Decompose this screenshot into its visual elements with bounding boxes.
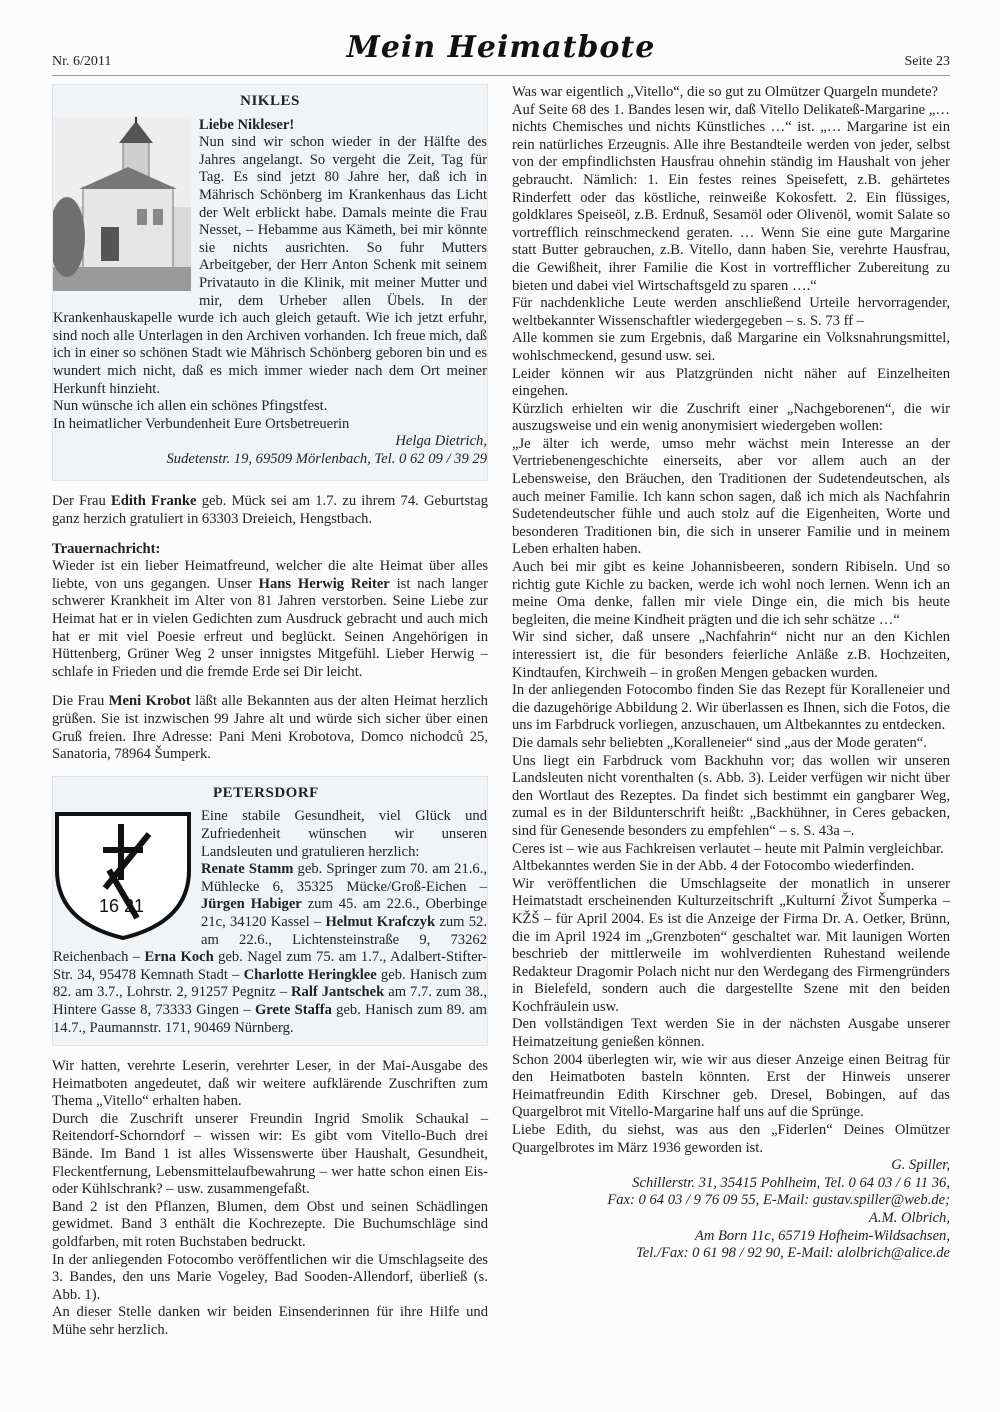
- right-text-1: Was war eigentlich „Vitello“, die so gut zu Olmützer Quargeln mundete?: [512, 84, 939, 100]
- franke-notice: Der Frau Edith Franke geb. Mück sei am 1.7. zu ihrem 74. Geburtstag ganz herzich gratuliert in 63303 Dreieich, Hengstbach.: [52, 493, 488, 528]
- nikles-text-2: Nun wünsche ich allen ein schönes Pfingstfest.: [53, 398, 328, 415]
- spiller-signature-address: Schillerstr. 31, 35415 Pohlheim, Tel. 0 64 03 / 6 11 36,: [632, 1174, 950, 1191]
- nikles-greeting: Liebe Nikleser!: [199, 116, 295, 133]
- olbrich-signature-name: A.M. Olbrich,: [868, 1210, 950, 1226]
- left-column: [52, 84, 488, 1340]
- right-text-7: „Je älter ich werde, umso mehr wächst mein Interesse an der Vertriebenengeschichte einerseits, aber vor allem auch an der Lebensweise, den Bräuchen, den Traditionen der Sudetendeutschen, als auch meiner Familie. Ich kann schon sagen, daß ich mich als Nachfahrin Sudetendeutscher fühle und auch stolz auf die Eigenheiten, Worte und besonderen Traditionen bin, die sich in unserer Familie und in meinem Leben erhalten haben.: [512, 435, 950, 558]
- spiller-signature-contact: Fax: 0 64 03 / 9 76 09 55, E-Mail: gustav.spiller@web.de;: [607, 1192, 950, 1209]
- issue-number: Nr. 6/2011: [52, 54, 112, 69]
- masthead-logo: Mein Heimatbote: [346, 30, 656, 65]
- right-text-9: Wir sind sicher, daß unsere „Nachfahrin“ nicht nur an den Kichlen interessiert ist, die für besonders feierliche Anläße z.B. Hochzeiten, Kindtaufen, Kirchweih – in großen Mengen gebacken wurden.: [512, 629, 950, 681]
- olbrich-signature-address: Am Born 11c, 65719 Hofheim-Wildsachsen,: [694, 1227, 950, 1244]
- trauer-text: Wieder ist ein lieber Heimatfreund, welcher die alte Heimat über alles liebte, von uns gegangen. Unser Hans Herwig Reiter ist nach langer schwerer Krankheit im Alter von 81 Jahren verstorben. Seine Liebe zur Heimat hat er in vielen Gedichten zum Ausdruck gebracht und auch mich hat er mit viel Poesie erfreut und beglückt. Seinen Angehörigen in Hüttenberg, Grüner Weg 2 unser innigstes Mitgefühl. Lieber Herwig – schlafe in Frieden und die fremde Erde sei Dir leicht.: [52, 558, 489, 680]
- petersdorf-birthdays: Renate Stamm geb. Springer zum 70. am 21.6., Mühlecke 6, 35325 Mücke/Groß-Eichen – Jürgen Habiger zum 45. am 22.6., Oberbinge 21c, 34120 Kassel – Helmut Krafczyk zum 52. am 22.6., Lichtensteinstraße 9, 73262 Reichenbach – Erna Koch geb. Nagel zum 75. am 1.7., Adalbert-Stifter-Str. 34, 95478 Kemnath Stadt – Charlotte Heringklee geb. Hanisch zum 82. am 3.7., Lohrstr. 2, 91257 Pegnitz – Ralf Jantschek am 7.7. zum 38., Hintere Gasse 8, 73333 Gingen – Grete Staffa geb. Hanisch zum 89. am 14.7., Paumannstr. 171, 90469 Nürnberg.: [53, 861, 488, 1036]
- olbrich-signature-contact: Tel./Fax: 0 61 98 / 92 90, E-Mail: alolbrich@alice.de: [635, 1245, 950, 1262]
- vitello-text-4: In der anliegenden Fotocombo veröffentlichen wir die Umschlagseite des 3. Bandes, den uns Marie Vogeley, Bad Sooden-Allendorf, überließ (s. Abb. 1).: [52, 1251, 488, 1303]
- right-text-10: In der anliegenden Fotocombo finden Sie das Rezept für Koralleneier und die dazugehörige Abbildung 2. Wir überlassen es Ihnen, sich die Fotos, die uns im Farbdruck vorliegen, anzuschauen, um Altbekanntes zu entdecken.: [512, 682, 950, 734]
- right-text-11: Die damals sehr beliebten „Koralleneier“ sind „aus der Mode geraten“.: [512, 734, 927, 751]
- nikles-title: NIKLES: [240, 93, 300, 109]
- vitello-text-3: Band 2 ist den Pflanzen, Blumen, dem Obst und seinen Schädlingen gewidmet. Band 3 enthält die Kochrezepte. Die Buchumschläge sind goldfarben, mit roten Buchstaben bedruckt.: [52, 1198, 488, 1251]
- vitello-text-2: Durch die Zuschrift unserer Freundin Ingrid Smolik Schaukal – Reitendorf-Schorndorf – wissen wir: Es gibt vom Vitello-Buch drei Bände. Im Band 1 ist alles Wissenswerte über Haushalt, Gesundheit, Fleckentfernung, Lebensmittelaufbewahrung – wer hatte schon einen Eis- oder Kühlschrank? – usw. zusammengefaßt.: [52, 1110, 488, 1198]
- right-column: [512, 84, 950, 1263]
- page-header: [52, 28, 950, 76]
- vitello-text-1: Wir hatten, verehrte Leserin, verehrter Leser, in der Mai-Ausgabe des Heimatboten angedeutet, daß wir weitere aufklärende Zuschriften zum Thema „Vitello“ erhalten haben.: [52, 1058, 488, 1110]
- church-photo-icon: [53, 117, 191, 291]
- right-text-8: Auch bei mir gibt es keine Johannisbeeren, sondern Ribiseln. Und so richtig gute Kichle zu backen, werde ich wohl noch lernen. Wenn ich an meine Oma denke, fallen mir viele Dinge ein, die mich bis heute begleiten, die meine Kindheit prägten und die ich sehr schätze …“: [512, 559, 950, 628]
- right-text-3: Für nachdenkliche Leute werden anschließend Urteile hervorragender, weltbekannter Wissenschaftler wiedergegeben – s. S. 73 ff –: [512, 295, 950, 329]
- trauer-title: Trauernachricht:: [52, 540, 161, 557]
- right-text-14: Altbekanntes werden Sie in der Abb. 4 der Fotocombo wiederfinden.: [512, 858, 915, 875]
- crest-year: 16 21: [99, 896, 145, 917]
- church-photo: [53, 117, 191, 291]
- petersdorf-crest: [53, 810, 193, 940]
- petersdorf-intro: Eine stabile Gesundheit, viel Glück und Zufriedenheit wünschen wir unseren Landsleuten und gratulieren herzlich:: [201, 808, 487, 860]
- petersdorf-title: PETERSDORF: [213, 784, 319, 801]
- krobot-notice: Die Frau Meni Krobot läßt alle Bekannten aus der alten Heimat herzlich grüßen. Sie ist inzwischen 99 Jahre alt und würde sich sicher über einen Gruß freien. Ihre Adresse: Pani Meni Krobotova, Domco nichodců 25, Sanatoria, 78964 Šumperk.: [52, 693, 488, 763]
- right-text-4: Alle kommen sie zum Ergebnis, daß Margarine ein Volksnahrungsmittel, wohlschmeckend, gesund usw. sei.: [512, 330, 950, 364]
- right-text-6: Kürzlich erhielten wir die Zuschrift einer „Nachgeborenen“, die wir auszugsweise und ein wenig anonymisiert wiedergeben wollen:: [512, 400, 950, 435]
- nikles-signature-name: Helga Dietrich,: [395, 433, 487, 450]
- crest-icon: [53, 810, 193, 940]
- right-text-2: Auf Seite 68 des 1. Bandes lesen wir, daß Vitello Delikateß-Margarine „… nichts Chemisches und nichts Künstliches …“ ist. „… Margarine ist ein rein natürliches Erzeugnis. Alle ihre Bestandteile werden von jeder, selbst von der empfindlichsten Hausfrau ohnehin ständig im Haushalt von jeher gebraucht. Nämlich: 1. Ein festes reines Speisefett, z.B. gehärtetes Rinderfett oder das köstliche, reinweiße Kokosfett. 2. Ein flüssiges, goldklares Speiseöl, z.B. Erdnuß, Sesamöl oder Olivenöl, womit Salate so vortrefflich reinschmeckend geraten. … Wenn Sie eine gute Margarine statt Butter gebrauchen, z.B. Vitello, dann haben Sie, verehrte Hausfrau, die Gewißheit, ihrer Familie die Kost in vortrefflicher Zubereitung zu bieten und dabei viel Wirtschaftsgeld zu sparen ….“: [512, 101, 950, 294]
- right-text-5: Leider können wir aus Platzgründen nicht näher auf Einzelheiten eingehen.: [512, 365, 950, 400]
- right-text-12: Uns liegt ein Farbdruck vom Backhuhn vor; das wollen wir unseren Landsleuten nicht vorenthalten (s. Abb. 3). Leider verfügen wir nicht über den Wortlaut des Rezeptes. Da findet sich bestimmt ein gangbarer Weg, zumal es in der Bildunterschrift heißt: „Backhühner, in Ceres gebacken, sind für Genesende besonders zu empfehlen“ – s. S. 43a –.: [512, 752, 950, 839]
- page-number: Seite 23: [904, 54, 950, 69]
- right-text-15: Wir veröffentlichen die Umschlagseite der monatlich in unserer Heimatstadt erscheinenden Kulturzeitschrift „Kulturní Život Šumperka – KŽŠ – für April 2004. Es ist die Anzeige der Firma Dr. A. Oetker, Brünn, die im April 1924 im „Grenzboten“ geschaltet war. Mit launigen Worten beschrieb der mittlerweile im wohlverdienten Ruhestand weilende Redakteur Dragomir Polach nicht nur den Werdegang des Firmengründers in Bielefeld, sondern auch die dargestellte Szene mit den beiden Kochfräulein usw.: [512, 875, 950, 1015]
- right-text-18: Liebe Edith, du siehst, was aus den „Fiderlen“ Deines Olmützer Quargelbrotes im März 1936 geworden ist.: [512, 1122, 950, 1156]
- right-text-16: Den vollständigen Text werden Sie in der nächsten Ausgabe unserer Heimatzeitung genießen können.: [512, 1016, 950, 1051]
- spiller-signature-name: G. Spiller,: [891, 1157, 950, 1174]
- vitello-text-5: An dieser Stelle danken wir beiden Einsenderinnen für ihre Hilfe und Mühe sehr herzlich.: [52, 1304, 488, 1338]
- nikles-section: [52, 84, 488, 481]
- petersdorf-section: [52, 776, 488, 1046]
- nikles-signature-address: Sudetenstr. 19, 69509 Mörlenbach, Tel. 0 62 09 / 39 29: [166, 450, 487, 467]
- right-text-17: Schon 2004 überlegten wir, wie wir aus dieser Anzeige einen Beitrag für den Heimatboten basteln könnten. Erst der Hinweis unserer Heimatfreundin Edith Kirschner geb. Dresel, Bobingen, auf das Quargelbrot mit Vitello-Margarine half uns auf die Sprünge.: [512, 1051, 950, 1121]
- right-text-13: Ceres ist – wie aus Fachkreisen verlautet – heute mit Palmin vergleichbar.: [512, 840, 944, 857]
- nikles-text-3: In heimatlicher Verbundenheit Eure Ortsbetreuerin: [53, 415, 350, 432]
- nikles-text: Nun sind wir schon wieder in der Hälfte des Jahres angelangt. So vergeht die Zeit, Tag für Tag. Es sind jetzt 80 Jahre her, daß ich in Mährisch Schönberg im Krankenhaus das Licht der Welt erblickt habe. Damals meinte die Frau Nesset, – Hebamme aus Kämeth, bei mir könnte sie nichts ausrichten. So fuhr Mutters Arbeitgeber, der Herr Anton Schenk mit seinem Privatauto in die Klinik, mit meiner Mutter und mir, dem Urheber allen Übels. In der Krankenhauskapelle wurde ich auch gleich getauft. Wie ich jetzt erfuhr, sind noch alle Unterlagen in den Archiven vorhanden. Ich freue mich, daß ich in einer so schönen Stadt wie Mährisch Schönberg geboren bin und es wundert mich nicht, daß es mich immer wieder nach dem Ort meiner Herkunft hinzieht.: [53, 134, 487, 397]
